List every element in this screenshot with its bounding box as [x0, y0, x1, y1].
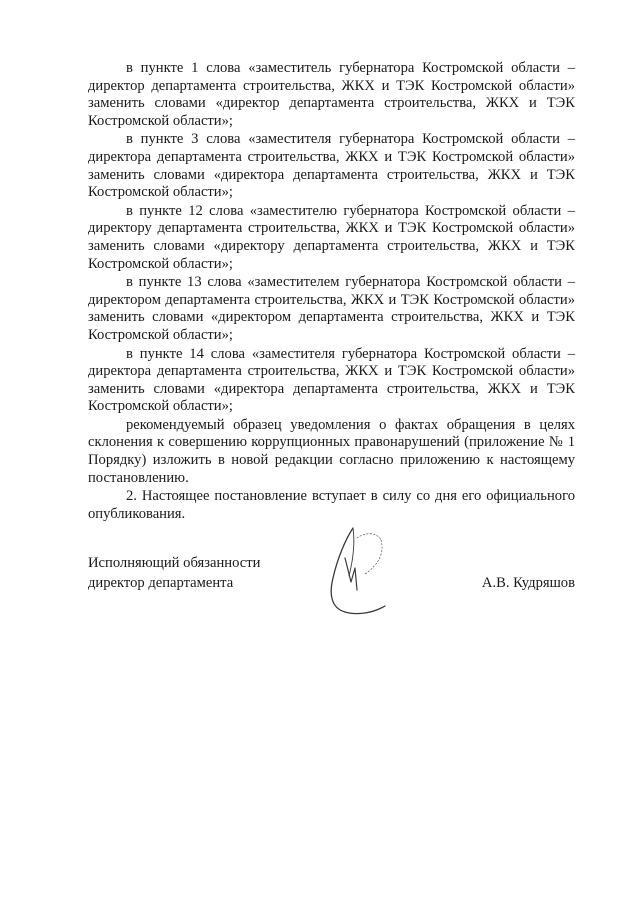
amendment-paragraph-1: в пункте 1 слова «заместитель губернатора Костромской области – директор департамента строительства, ЖКХ и ТЭК Костромской области» заменить словами «директор департамента строительства, ЖКХ и ТЭК Костромской области»; [88, 60, 575, 129]
amendment-paragraph-4: в пункте 13 слова «заместителем губернатора Костромской области – директором департамента строительства, ЖКХ и ТЭК Костромской области» заменить словами «директором департамента строительства, ЖКХ и ТЭК Костромской области»; [88, 274, 575, 343]
amendment-paragraph-2: в пункте 3 слова «заместителя губернатора Костромской области – директора департамента строительства, ЖКХ и ТЭК Костромской области» заменить словами «директора департамента строительства, ЖКХ и ТЭК Костромской области»; [88, 131, 575, 201]
handwritten-signature [315, 520, 395, 620]
signer-position-title: Исполняющий обязанности директор департамента [88, 555, 261, 591]
signer-name: А.В. Кудряшов [481, 575, 575, 591]
amendment-paragraph-5: в пункте 14 слова «заместителя губернатора Костромской области – директора департамента строительства, ЖКХ и ТЭК Костромской области» заменить словами «директора департамента строительства, ЖКХ и ТЭК Костромской области»; [88, 345, 575, 415]
effective-date-paragraph: 2. Настоящее постановление вступает в силу со дня его официального опубликования. [88, 488, 575, 522]
amendment-paragraph-6: рекомендуемый образец уведомления о фактах обращения в целях склонения к совершению коррупционных правонарушений (приложение № 1 Порядку) изложить в новой редакции согласно приложению к настоящему постановлению. [88, 416, 575, 486]
amendment-paragraph-3: в пункте 12 слова «заместителю губернатора Костромской области – директору департамента строительства, ЖКХ и ТЭК Костромской области» заменить словами «директору департамента строительства, ЖКХ и ТЭК Костромской области»; [88, 202, 575, 272]
document-body [88, 60, 575, 523]
